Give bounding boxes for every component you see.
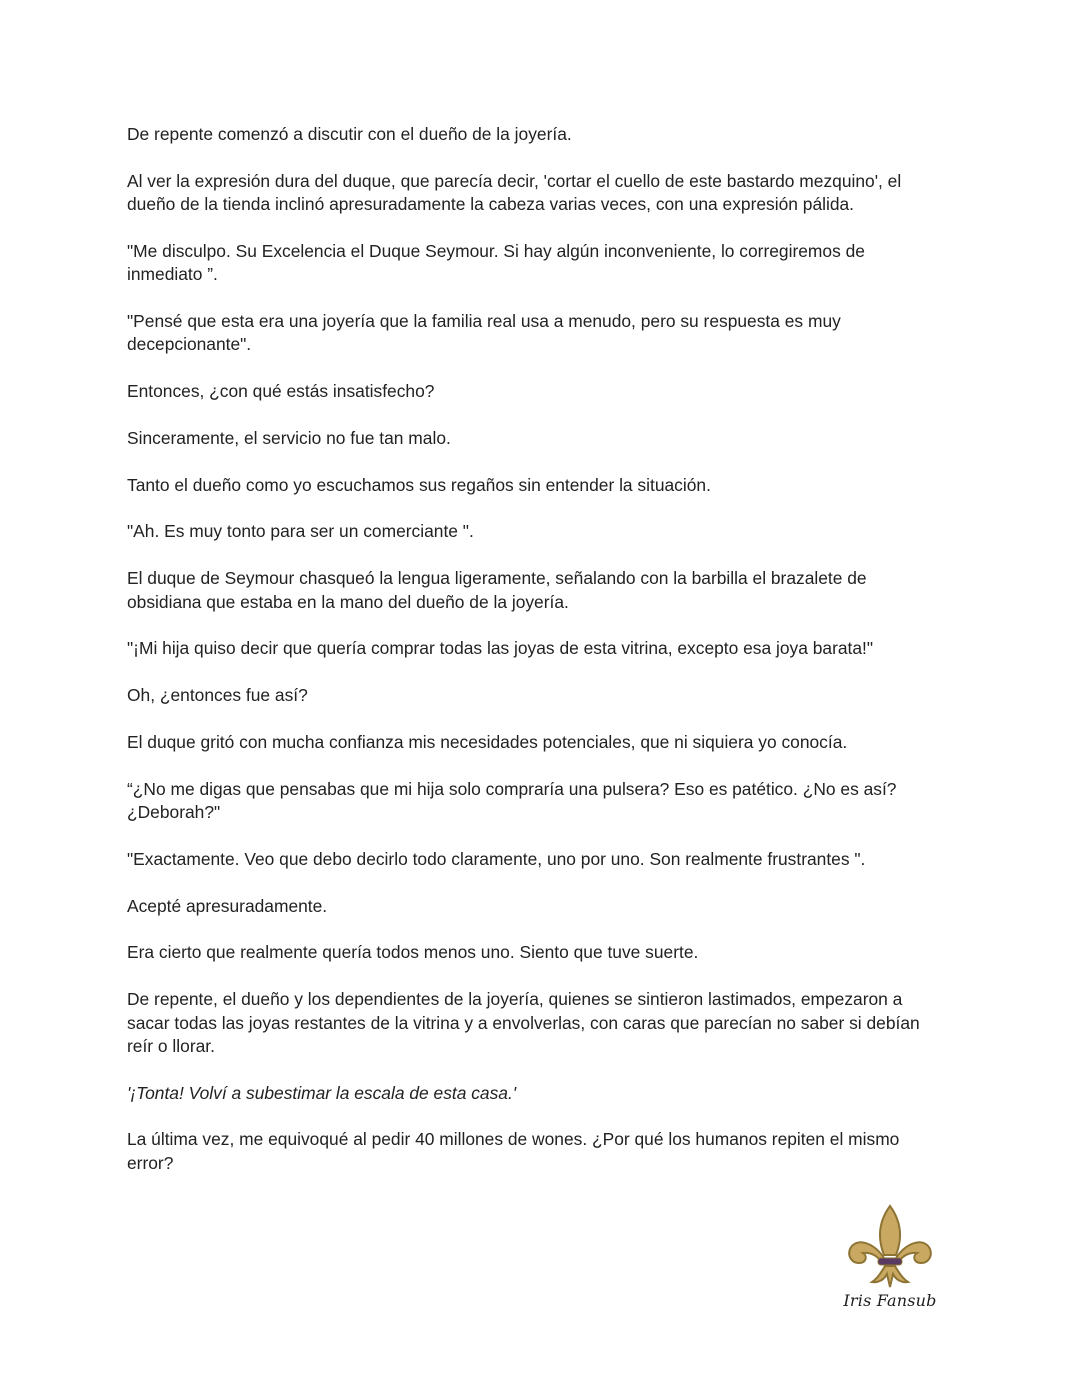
- paragraph: El duque de Seymour chasqueó la lengua ligeramente, señalando con la barbilla el brazalete de obsidiana que estaba en la mano del dueño de la joyería.: [127, 568, 867, 612]
- paragraph: "Ah. Es muy tonto para ser un comerciante ".: [127, 521, 474, 542]
- paragraph: De repente comenzó a discutir con el dueño de la joyería.: [127, 124, 572, 144]
- paragraph: La última vez, me equivoqué al pedir 40 millones de wones. ¿Por qué los humanos repiten el mismo error?: [127, 1129, 900, 1173]
- paragraph: “¿No me digas que pensabas que mi hija solo compraría una pulsera? Eso es patético. ¿No es así? ¿Deborah?": [127, 778, 897, 823]
- paragraph: Acepté apresuradamente.: [127, 895, 328, 916]
- paragraph: "Pensé que esta era una joyería que la familia real usa a menudo, pero su respuesta es muy decepcionante".: [127, 310, 841, 355]
- fleur-de-lis-icon: [844, 1203, 936, 1289]
- watermark-logo: [840, 1203, 940, 1315]
- paragraph: Sinceramente, el servicio no fue tan malo.: [127, 427, 451, 448]
- paragraph: "¡Mi hija quiso decir que quería comprar todas las joyas de esta vitrina, excepto esa joya barata!": [127, 638, 874, 659]
- paragraph: Tanto el dueño como yo escuchamos sus regaños sin entender la situación.: [127, 474, 711, 495]
- paragraph: "Me disculpo. Su Excelencia el Duque Seymour. Si hay algún inconveniente, lo corregiremos de inmediato ”.: [127, 240, 865, 285]
- paragraph: '¡Tonta! Volví a subestimar la escala de esta casa.': [127, 1082, 517, 1103]
- document-body: [127, 123, 942, 1199]
- paragraph: Oh, ¿entonces fue así?: [127, 685, 308, 706]
- paragraph: El duque gritó con mucha confianza mis necesidades potenciales, que ni siquiera yo conocía.: [127, 731, 848, 752]
- paragraph: "Exactamente. Veo que debo decirlo todo claramente, uno por uno. Son realmente frustrantes ".: [127, 848, 866, 869]
- watermark-text: Iris Fansub: [843, 1291, 937, 1310]
- paragraph: Era cierto que realmente quería todos menos uno. Siento que tuve suerte.: [127, 942, 699, 963]
- paragraph: Entonces, ¿con qué estás insatisfecho?: [127, 381, 435, 402]
- paragraph: De repente, el dueño y los dependientes de la joyería, quienes se sintieron lastimados, empezaron a sacar todas las joyas restantes de la vitrina y a envolverlas, con caras que parecían no saber si debían reír o llorar.: [127, 989, 920, 1056]
- paragraph: Al ver la expresión dura del duque, que parecía decir, 'cortar el cuello de este bastardo mezquino', el dueño de la tienda inclinó apresuradamente la cabeza varias veces, con una expresión pálida.: [127, 170, 902, 215]
